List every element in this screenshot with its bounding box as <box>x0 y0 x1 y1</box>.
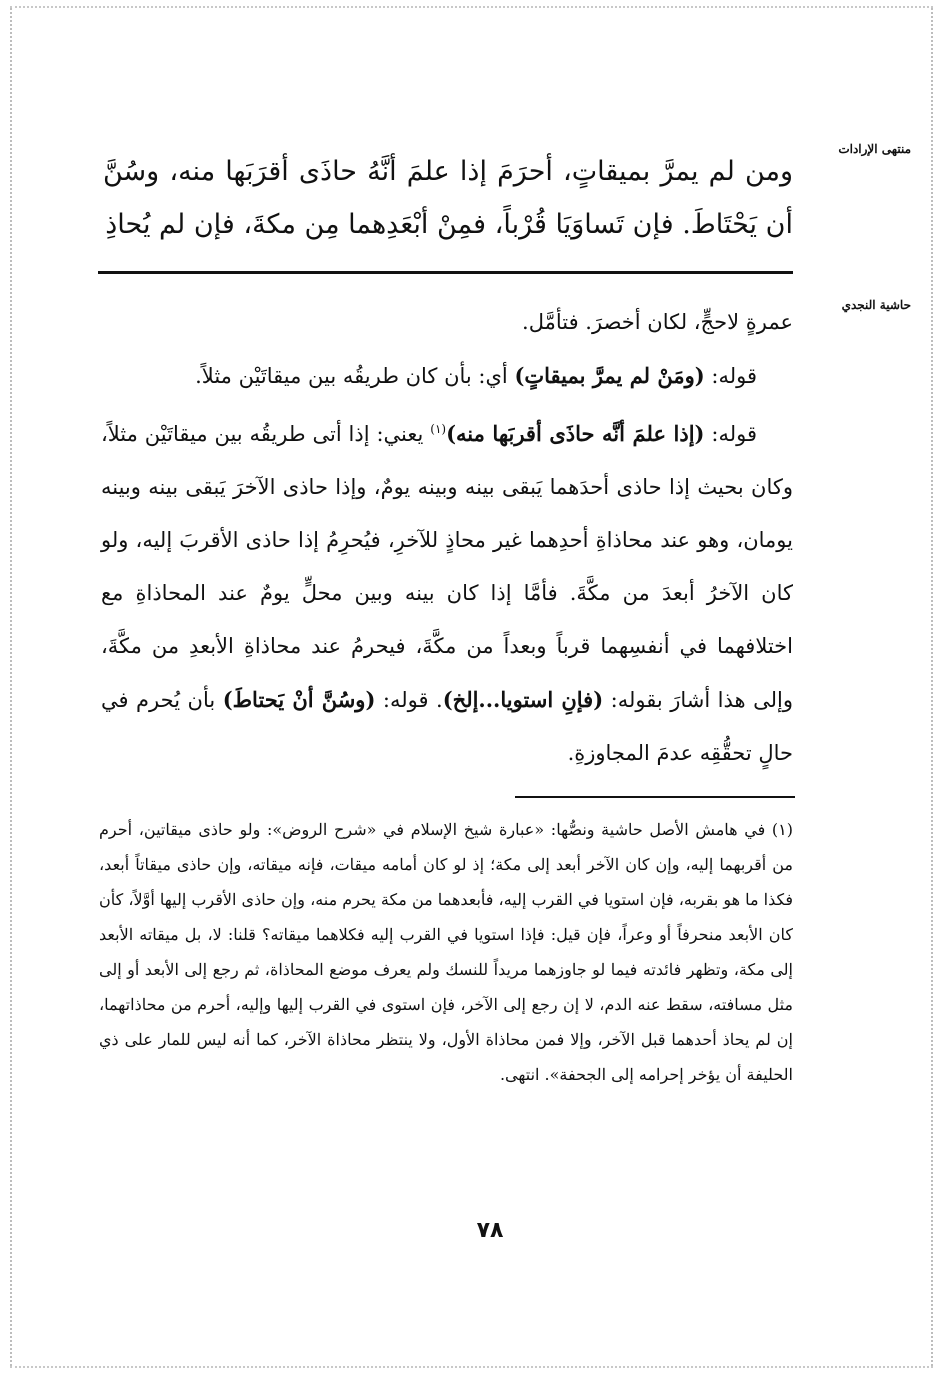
scan-border-left <box>10 8 12 1366</box>
matn-text: ومن لم يمرَّ بميقاتٍ، أحرَمَ إذا علمَ أنَّهُ حاذَى أقرَبَها منه، وسُنَّ أن يَحْتَاطَ. فإن تَساوَيَا قُرْباً، فمِنْ أبْعَدِهما مِن مكةَ، فإن لم يُحاذِ <box>103 156 794 240</box>
commentary-p3-rest: يعني: إذا أتى طريقُه بين ميقاتَيْن مثلاً، وكان بحيث إذا حاذى أحدَهما يَبقى بينه وبينه يومٌ، وإذا حاذى الآخرَ يَبقى بينه وبينه يومان، وهو عند محاذاةِ أحدِهما غير محاذٍ للآخرِ، فيُحرِمُ إذا حاذى الأقربَ إليه، ولو كان الآخرُ أبعدَ من مكَّةَ. فأمَّا إذا كان بينه وبين محلٍّ يومٌ عند المحاذاةِ مع اختلافهما في أنفسِهما قرباً وبعداً من مكَّةَ، فيحرمُ عند محاذاةِ الأبعدِ من مكَّةَ، وإلى هذا أشارَ بقوله: <box>101 422 793 712</box>
scan-border-top <box>10 6 933 8</box>
matn-block <box>103 145 793 251</box>
page-number: ٧٨ <box>476 1218 504 1243</box>
footnote-block <box>99 812 793 1092</box>
commentary-p2-rest: أي: بأن كان طريقُه بين ميقاتَيْن مثلاً. <box>195 364 515 388</box>
side-label-sharh: حاشية النجدي <box>841 298 911 312</box>
commentary-p3-quote2: (فإنِ استويا...إلخ) <box>442 687 604 712</box>
commentary-p2 <box>101 349 793 403</box>
commentary-p3-rest3: بأن يُحرم في حالٍ تحقُّقِه عدمَ المجاوزةِ. <box>101 688 793 765</box>
commentary-p3-quote: (إذا علمَ أنَّه حاذَى أقربَها منه) <box>446 421 705 446</box>
section-divider <box>98 271 793 274</box>
footnote-divider <box>515 796 795 798</box>
footnote-marker[interactable]: (١) <box>430 422 447 436</box>
commentary-block <box>101 296 793 780</box>
footnote-text: (١) في هامش الأصل حاشية ونصُّها: «عبارة شيخ الإسلام في «شرح الروض»: ولو حاذى ميقاتين، أحرم من أقربهما إليه، وإن كان الآخر أبعد إلى مكة؛ إذ لو كان أمامه ميقات، فإنه ميقاته، وإن حاذى ميقاتاً أبعد، فكذا ما هو بقربه، فإن استويا في القرب إليه، فأبعدهما من مكة يحرم منه، وإن حاذى الأقرب إليها أوَّلاً، كأن كان الأبعد منحرفاً أو وعراً، فإن قيل: فإذا استويا في القرب إليه فكلاهما ميقاته؟ قلنا: لا، بل ميقاته الأبعد إلى مكة، وتظهر فائدته فيما لو جاوزهما مريداً للنسك ولم يعرف موضع المحاذاة، ثم رجع إلى الأبعد أو إلى مثل مسافته، سقط عنه الدم، لا إن رجع إلى الآخر، فإن استوى في القرب إليها وإليه، أحرم من محاذاتهما، إن لم يحاذ أحدهما قبل الآخر، وإلا فمن محاذاة الأول، ولا ينتظر محاذاة الآخر، كما أنه ليس للمار على ذي الحليفة أن يؤخر إحرامه إلى الجحفة». انتهى. <box>99 820 794 1084</box>
commentary-p3 <box>101 403 793 780</box>
commentary-p3-quote3: (وسُنَّ أنْ يَحتاطَ) <box>222 687 376 712</box>
commentary-p3-rest2: . قوله: <box>375 688 443 712</box>
commentary-p2-quote: (ومَنْ لم يمرَّ بميقاتٍ) <box>514 363 705 388</box>
scan-border-bottom <box>10 1366 933 1368</box>
scan-border-right <box>931 8 933 1366</box>
commentary-p1: عمرةٍ لاحجٍّ، لكان أخصرَ. فتأمَّل. <box>522 310 793 334</box>
side-label-matn: منتهى الإرادات <box>838 142 911 156</box>
commentary-p3-lead: قوله: <box>704 422 758 446</box>
commentary-p2-lead: قوله: <box>704 364 757 388</box>
